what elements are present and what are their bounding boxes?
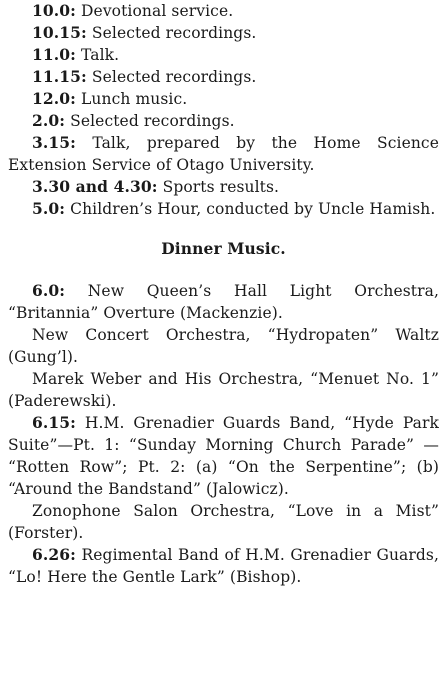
- entry-text: Selected recordings.: [91, 24, 257, 42]
- entry-time: 11.15:: [32, 67, 87, 86]
- entry-text: H.M. Grenadier Guards Band, “Hyde Park Suite”—Pt. 1: “Sunday Morning Church Parade” — “Rotten Row”; Pt. 2: (a) “On the Serpentine”; (b) “Around the Bandstand” (Jalowicz).: [8, 414, 440, 498]
- entry-text: Zonophone Salon Orchestra, “Love in a Mist” (Forster).: [8, 502, 439, 542]
- entry-text: Talk.: [81, 46, 120, 64]
- entry-time: 11.0:: [32, 45, 76, 64]
- schedule-entry: [8, 280, 439, 324]
- entry-text: Regimental Band of H.M. Grenadier Guards, “Lo! Here the Gentle Lark” (Bishop).: [8, 546, 439, 586]
- entry-time: 3.30 and 4.30:: [32, 177, 158, 196]
- schedule-entry: [8, 198, 439, 220]
- schedule-entry: [8, 176, 439, 198]
- entry-time: 6.26:: [32, 545, 76, 564]
- schedule-entry: [8, 412, 439, 500]
- entry-time: 5.0:: [32, 199, 66, 218]
- entry-text: New Queen’s Hall Light Orchestra, “Britannia” Overture (Mackenzie).: [8, 282, 439, 322]
- schedule-entry: [8, 110, 439, 132]
- schedule-entry: [8, 500, 439, 544]
- entry-time: 12.0:: [32, 89, 76, 108]
- schedule-entry: [8, 544, 439, 588]
- entry-time: 10.0:: [32, 1, 76, 20]
- entry-time: 6.0:: [32, 281, 66, 300]
- schedule-entry: [8, 368, 439, 412]
- schedule-entry: [8, 22, 439, 44]
- entry-time: 6.15:: [32, 413, 76, 432]
- schedule-entry: [8, 88, 439, 110]
- entry-text: Lunch music.: [81, 90, 188, 108]
- schedule-entry: [8, 324, 439, 368]
- schedule-entry: [8, 44, 439, 66]
- entry-text: Sports results.: [162, 178, 280, 196]
- entry-text: Marek Weber and His Orchestra, “Menuet No. 1” (Paderewski).: [8, 370, 439, 410]
- schedule-entry: [8, 132, 439, 176]
- schedule-entry: [8, 0, 439, 22]
- entry-text: New Concert Orchestra, “Hydropaten” Waltz (Gung’l).: [8, 326, 439, 366]
- entry-text: Talk, prepared by the Home Science Extension Service of Otago University.: [8, 134, 439, 174]
- section-heading: Dinner Music.: [161, 239, 286, 258]
- newspaper-column: [8, 0, 439, 588]
- entry-time: 10.15:: [32, 23, 87, 42]
- entry-time: 3.15:: [32, 133, 76, 152]
- entry-text: Selected recordings.: [70, 112, 235, 130]
- entry-text: Selected recordings.: [91, 68, 257, 86]
- entry-text: Children’s Hour, conducted by Uncle Hamish.: [70, 200, 436, 218]
- entry-time: 2.0:: [32, 111, 66, 130]
- entry-text: Devotional service.: [81, 2, 234, 20]
- schedule-entry: [8, 66, 439, 88]
